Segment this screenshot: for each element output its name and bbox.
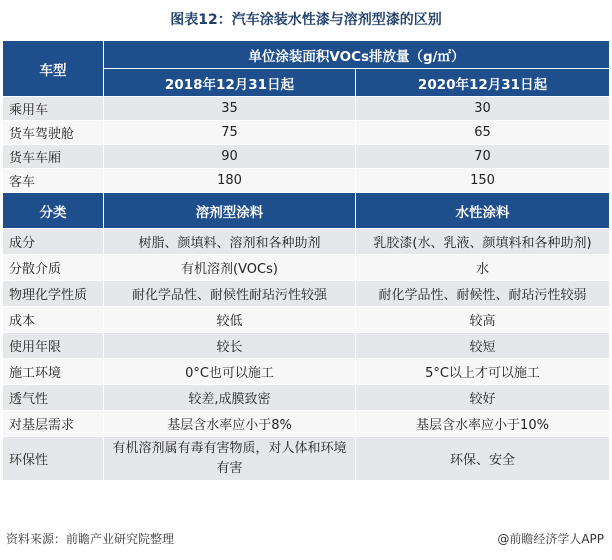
header-2020: 2020年12月31日起 — [356, 69, 610, 97]
table-row — [3, 229, 610, 255]
cell-water: 较高 — [356, 307, 610, 333]
table-row — [3, 145, 610, 169]
cell-water: 乳胶漆(水、乳液、颜填料和各种助剂) — [356, 229, 610, 255]
cell-2018: 75 — [104, 121, 356, 145]
row-label: 客车 — [3, 169, 104, 193]
row-label: 成分 — [3, 229, 104, 255]
cell-water: 5°C以上才可以施工 — [356, 359, 610, 385]
cell-2020: 30 — [356, 97, 610, 121]
row-label: 环保性 — [3, 437, 104, 481]
row-label: 透气性 — [3, 385, 104, 411]
cell-solvent: 有机溶剂(VOCs) — [104, 255, 356, 281]
row-label: 成本 — [3, 307, 104, 333]
table-row — [3, 385, 610, 411]
row-label: 分散介质 — [3, 255, 104, 281]
voc-comparison-table — [2, 40, 610, 481]
publisher-logo: @前瞻经济学人APP — [497, 532, 604, 546]
row-label: 对基层需求 — [3, 411, 104, 437]
cell-water: 环保、安全 — [356, 437, 610, 481]
cell-solvent: 耐化学品性、耐候性耐玷污性较强 — [104, 281, 356, 307]
table-row — [3, 333, 610, 359]
cell-water: 水 — [356, 255, 610, 281]
table-row — [3, 411, 610, 437]
table-row — [3, 307, 610, 333]
cell-solvent: 树脂、颜填料、溶剂和各种助剂 — [104, 229, 356, 255]
header-voc-emission: 单位涂装面积VOCs排放量（g/㎡） — [104, 41, 610, 69]
cell-solvent: 较差,成膜致密 — [104, 385, 356, 411]
header-water-paint: 水性涂料 — [356, 193, 610, 229]
cell-2020: 65 — [356, 121, 610, 145]
row-label: 使用年限 — [3, 333, 104, 359]
row-label: 施工环境 — [3, 359, 104, 385]
cell-2018: 90 — [104, 145, 356, 169]
header-2018: 2018年12月31日起 — [104, 69, 356, 97]
cell-solvent: 有机溶剂属有毒有害物质，对人体和环境有害 — [104, 437, 356, 481]
cell-water: 耐化学品性、耐候性、耐玷污性较弱 — [356, 281, 610, 307]
row-label: 物理化学性质 — [3, 281, 104, 307]
cell-solvent: 较低 — [104, 307, 356, 333]
cell-solvent: 0°C也可以施工 — [104, 359, 356, 385]
table-row — [3, 169, 610, 193]
cell-solvent: 较长 — [104, 333, 356, 359]
table-row — [3, 437, 610, 481]
table-row — [3, 121, 610, 145]
cell-water: 较短 — [356, 333, 610, 359]
header-solvent-paint: 溶剂型涂料 — [104, 193, 356, 229]
row-label: 乘用车 — [3, 97, 104, 121]
chart-title: 图表12：汽车涂装水性漆与溶剂型漆的区别 — [170, 12, 442, 28]
row-label: 货车车厢 — [3, 145, 104, 169]
cell-solvent: 基层含水率应小于8% — [104, 411, 356, 437]
cell-2020: 70 — [356, 145, 610, 169]
cell-2020: 150 — [356, 169, 610, 193]
header-vehicle-type: 车型 — [3, 41, 104, 97]
table-row — [3, 359, 610, 385]
table-row — [3, 97, 610, 121]
cell-water: 较好 — [356, 385, 610, 411]
row-label: 货车驾驶舱 — [3, 121, 104, 145]
table-row — [3, 255, 610, 281]
table-row — [3, 281, 610, 307]
source-note: 资料来源：前瞻产业研究院整理 — [6, 532, 175, 546]
cell-water: 基层含水率应小于10% — [356, 411, 610, 437]
header-category: 分类 — [3, 193, 104, 229]
cell-2018: 180 — [104, 169, 356, 193]
cell-2018: 35 — [104, 97, 356, 121]
